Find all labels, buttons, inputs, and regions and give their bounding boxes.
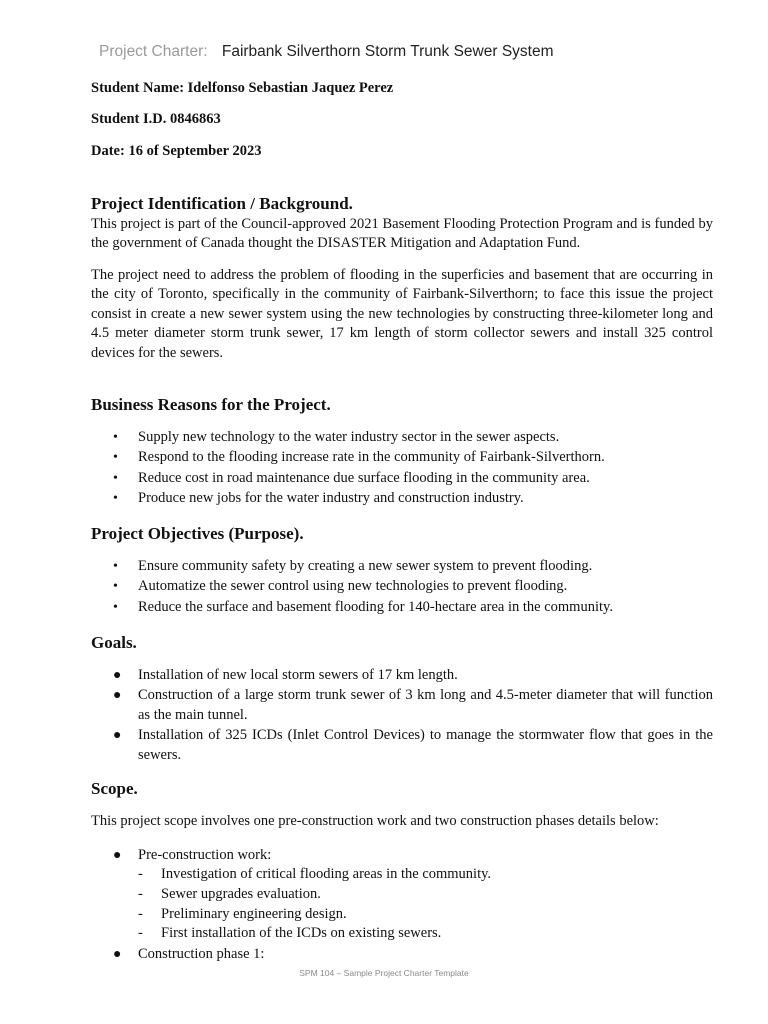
bullet-icon: •: [113, 430, 118, 445]
list-item: [0, 666, 713, 685]
list-item: [0, 945, 713, 964]
list-item-text: Reduce the surface and basement flooding for 140-hectare area in the community.: [138, 598, 613, 615]
header-title: Fairbank Silverthorn Storm Trunk Sewer System: [221, 43, 554, 60]
list-item: [0, 577, 713, 596]
goals-list: [0, 666, 713, 765]
list-item: [0, 448, 713, 467]
dash-icon: -: [138, 905, 143, 922]
list-item-text: Installation of new local storm sewers of 17 km length.: [138, 667, 458, 683]
bullet-icon: ●: [113, 946, 122, 962]
sub-list-item: [138, 885, 713, 905]
list-item: [0, 557, 713, 576]
list-item-text: Installation of 325 ICDs (Inlet Control Devices) to manage the stormwater flow that goes in the sewers.: [138, 727, 713, 763]
pre-construction-sublist: [138, 865, 713, 943]
list-item: [0, 846, 713, 944]
bullet-icon: •: [113, 559, 118, 574]
list-item: [0, 686, 713, 725]
objectives-list: [0, 557, 713, 617]
list-item-text: Automatize the sewer control using new technologies to prevent flooding.: [138, 578, 568, 595]
sub-list-item-text: Sewer upgrades evaluation.: [161, 886, 321, 902]
sub-list-item: [138, 905, 713, 925]
dash-icon: -: [138, 886, 143, 902]
dash-icon: -: [138, 925, 143, 942]
bullet-icon: •: [113, 491, 118, 507]
heading-objectives: Project Objectives (Purpose).: [91, 524, 304, 543]
bullet-icon: •: [113, 599, 118, 615]
bullet-icon: •: [113, 470, 118, 486]
list-item-text: Respond to the flooding increase rate in the community of Fairbank-Silverthorn.: [138, 449, 605, 466]
list-item: [0, 489, 713, 508]
page-footer: SPM 104 – Sample Project Charter Template: [299, 968, 469, 978]
student-id: Student I.D. 0846863: [91, 111, 221, 127]
list-item: [0, 428, 713, 447]
page-header: [99, 43, 554, 61]
heading-identification: Project Identification / Background.: [91, 194, 353, 213]
list-item-text: Supply new technology to the water industry sector in the sewer aspects.: [138, 429, 560, 445]
heading-scope: Scope.: [91, 779, 138, 798]
heading-goals: Goals.: [91, 633, 137, 652]
bullet-icon: ●: [113, 848, 122, 863]
identification-paragraph-2: The project need to address the problem of flooding in the superficies and basement that are occurring in the city of Toronto, specifically in the community of Fairbank-Silverthorn; to face this issue the project consist in create a new sewer system using the new technologies by constructing three-kilometer long and 4.5 meter diameter storm trunk sewer, 17 km length of storm collector sewers and install 325 control devices for the sewers.: [91, 267, 713, 361]
list-item-text: Produce new jobs for the water industry and construction industry.: [138, 490, 524, 507]
student-name: Student Name: Idelfonso Sebastian Jaquez Perez: [91, 80, 394, 96]
bullet-icon: ●: [113, 688, 122, 704]
sub-list-item-text: First installation of the ICDs on existing sewers.: [161, 925, 442, 942]
heading-business-reasons: Business Reasons for the Project.: [91, 395, 331, 414]
list-item: [0, 598, 713, 617]
document-date: Date: 16 of September 2023: [91, 143, 262, 159]
business-reasons-list: [0, 428, 713, 509]
sub-list-item-text: Preliminary engineering design.: [161, 905, 347, 922]
identification-paragraph-1: This project is part of the Council-approved 2021 Basement Flooding Protection Program and is funded by the government of Canada thought the DISASTER Mitigation and Adaptation Fund.: [91, 216, 713, 252]
bullet-icon: •: [113, 579, 118, 595]
list-item-text: Construction of a large storm trunk sewer of 3 km long and 4.5-meter diameter that will function as the main tunnel.: [138, 687, 713, 723]
bullet-icon: ●: [113, 668, 122, 683]
header-label: Project Charter:: [99, 43, 208, 60]
sub-list-item: [138, 924, 713, 944]
list-item-text: Pre-construction work:: [138, 847, 272, 863]
scope-phases-list: [0, 846, 713, 964]
dash-icon: -: [138, 866, 143, 883]
scope-intro: This project scope involves one pre-construction work and two construction phases details below:: [91, 813, 659, 829]
sub-list-item-text: Investigation of critical flooding areas in the community.: [161, 866, 492, 883]
list-item: [0, 469, 713, 488]
list-item-text: Reduce cost in road maintenance due surface flooding in the community area.: [138, 469, 590, 486]
bullet-icon: •: [113, 450, 118, 466]
list-item-text: Ensure community safety by creating a new sewer system to prevent flooding.: [138, 558, 593, 574]
bullet-icon: ●: [113, 728, 122, 744]
sub-list-item: [138, 865, 713, 885]
list-item-text: Construction phase 1:: [138, 945, 265, 962]
list-item: [0, 726, 713, 765]
